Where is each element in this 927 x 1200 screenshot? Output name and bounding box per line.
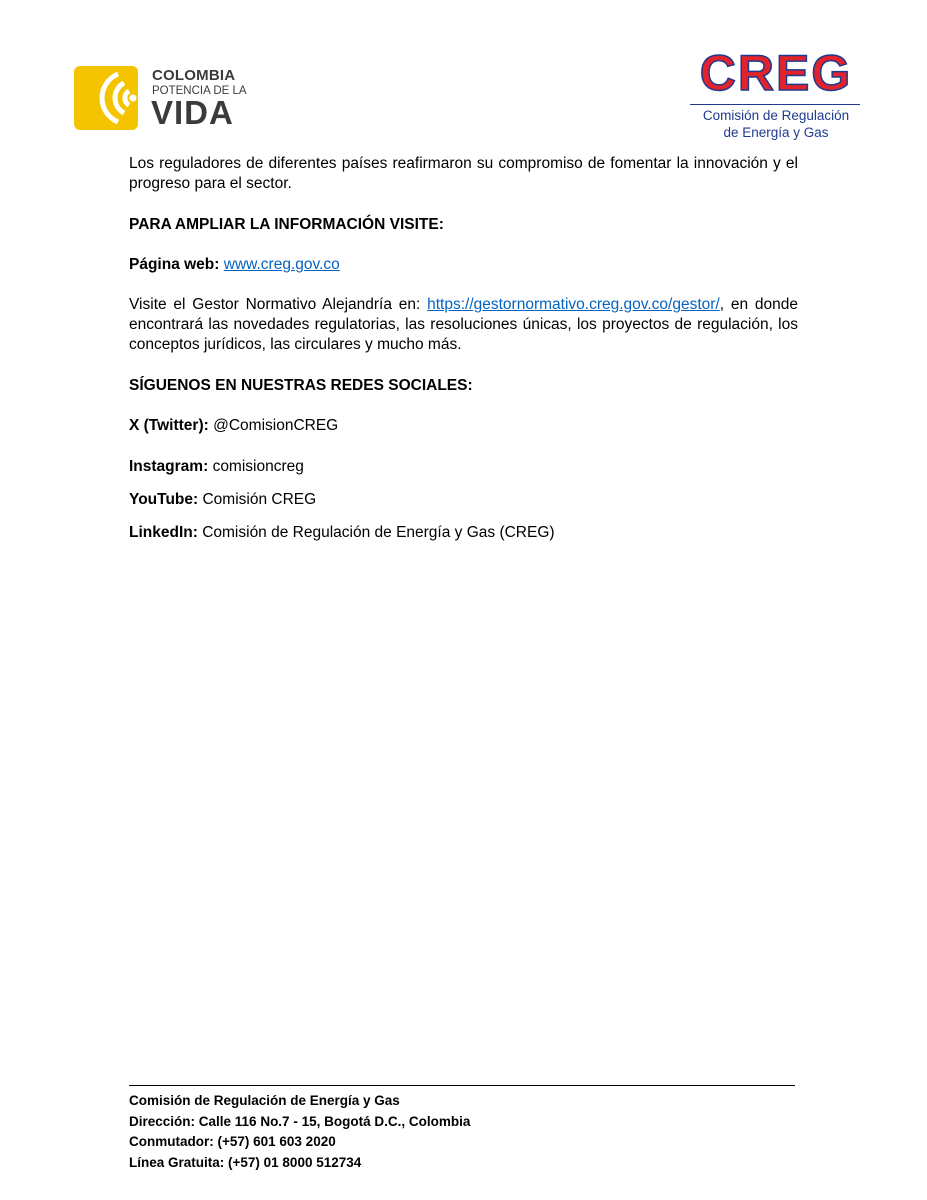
social-value: Comisión CREG	[202, 491, 317, 508]
gestor-link[interactable]: https://gestornormativo.creg.gov.co/gestor/	[427, 296, 720, 313]
social-label: X (Twitter):	[129, 417, 209, 434]
colombia-potencia-de-la-vida-logo	[74, 66, 254, 130]
creg-divider	[690, 104, 860, 105]
social-item-youtube	[129, 490, 798, 510]
creg-wordmark	[694, 46, 858, 98]
social-item-linkedin	[129, 523, 798, 543]
creg-subtitle-line2: de Energía y Gas	[723, 125, 829, 140]
footer	[129, 1091, 795, 1173]
footer-divider	[129, 1085, 795, 1086]
social-item-instagram	[129, 457, 798, 477]
logo-text-potencia: POTENCIA DE LA	[152, 85, 247, 97]
footer-switchboard: Conmutador: (+57) 601 603 2020	[129, 1134, 336, 1149]
intro-paragraph: Los reguladores de diferentes países reafirmaron su compromiso de fomentar la innovación y el progreso para el sector.	[129, 155, 798, 192]
social-label: Instagram:	[129, 458, 209, 475]
website-label: Página web:	[129, 256, 220, 273]
social-value: @ComisionCREG	[213, 417, 339, 434]
gestor-prefix: Visite el Gestor Normativo Alejandría en:	[129, 296, 421, 313]
document-body	[129, 154, 798, 543]
creg-logo	[688, 46, 864, 146]
social-label: LinkedIn:	[129, 524, 198, 541]
footer-address: Dirección: Calle 116 No.7 - 15, Bogotá D.C., Colombia	[129, 1113, 471, 1129]
footer-organization: Comisión de Regulación de Energía y Gas	[129, 1093, 400, 1108]
social-heading: SÍGUENOS EN NUESTRAS REDES SOCIALES:	[129, 377, 473, 394]
social-label: YouTube:	[129, 491, 199, 508]
social-value: comisioncreg	[212, 458, 304, 475]
footer-toll-free: Línea Gratuita: (+57) 01 8000 512734	[129, 1154, 362, 1170]
gestor-suffix: , en donde encontrará las novedades regulatorias, las resoluciones únicas, los proyectos de regulación, los conceptos jurídicos, las circulares y mucho más.	[129, 296, 798, 353]
website-line	[129, 255, 798, 275]
colombia-broadcast-icon	[74, 66, 138, 130]
info-heading: PARA AMPLIAR LA INFORMACIÓN VISITE:	[129, 216, 444, 233]
logo-text-vida: VIDA	[151, 94, 234, 131]
logo-text-colombia: COLOMBIA	[152, 67, 236, 84]
creg-subtitle-line1: Comisión de Regulación	[702, 108, 850, 123]
website-link[interactable]: www.creg.gov.co	[223, 256, 340, 273]
svg-text:CREG: CREG	[699, 46, 853, 98]
gestor-paragraph	[129, 295, 798, 355]
social-value: Comisión de Regulación de Energía y Gas (CREG)	[202, 524, 555, 541]
social-item-twitter	[129, 416, 798, 436]
